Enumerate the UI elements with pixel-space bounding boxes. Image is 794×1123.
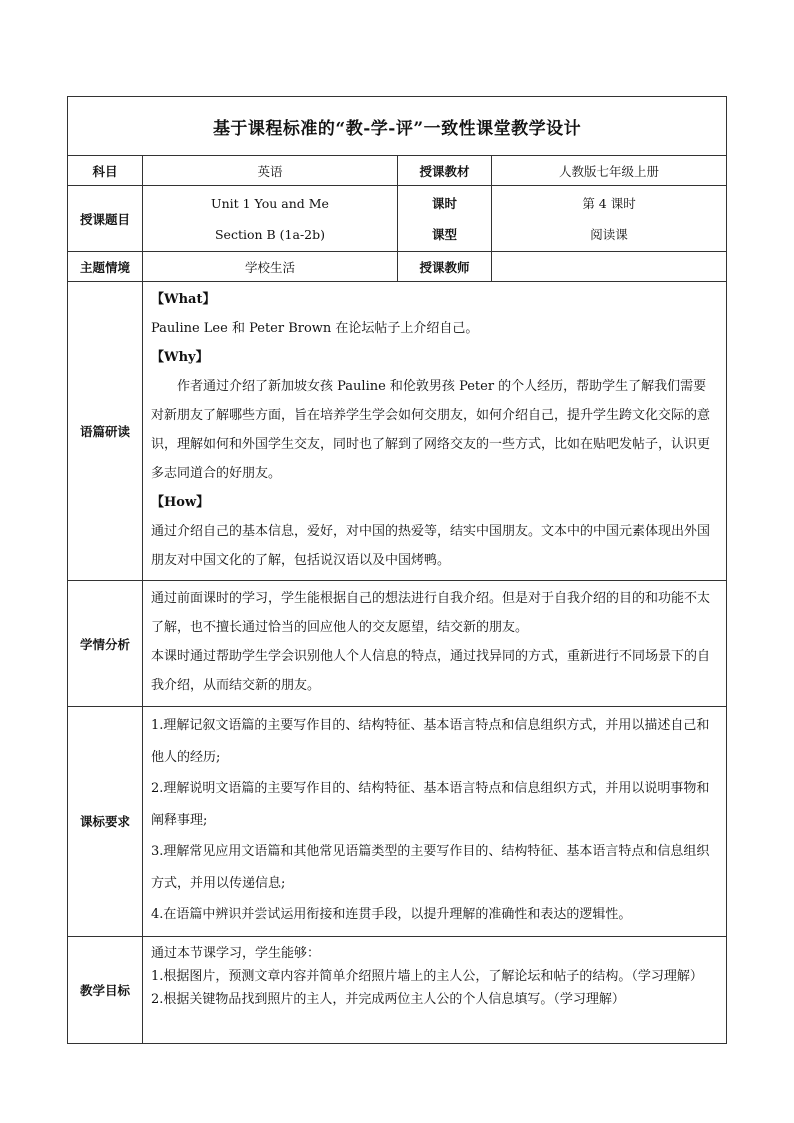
standards-content [143, 707, 727, 937]
subject-label: 科目 [68, 156, 143, 186]
what-heading: 【What】 [151, 292, 216, 307]
lesson-design-table [67, 96, 727, 1044]
topic-line-2: Section B (1a-2b) [214, 226, 326, 242]
type-value: 阅读课 [590, 226, 628, 242]
period-value: 第 4 课时 [582, 195, 636, 211]
document-title: 基于课程标准的“教-学-评”一致性课堂教学设计 [68, 97, 727, 156]
standards-label: 课标要求 [68, 707, 143, 937]
learner-analysis-p2: 本课时通过帮助学生学会识别他人个人信息的特点，通过找异同的方式，重新进行不同场景下的自我介绍，从而结交新的朋友。 [151, 649, 711, 693]
period-type-labels [398, 186, 492, 252]
theme-label: 主题情境 [68, 252, 143, 282]
how-heading: 【How】 [151, 495, 210, 510]
learner-analysis-label: 学情分析 [68, 581, 143, 707]
what-text: Pauline Lee 和 Peter Brown 在论坛帖子上介绍自己。 [151, 321, 479, 336]
objectives-content [143, 936, 727, 1043]
teacher-value [492, 252, 727, 282]
standard-item: 2.理解说明文语篇的主要写作目的、结构特征、基本语言特点和信息组织方式，并用以说明事物和阐释事理; [151, 781, 710, 828]
topic-line-1: Unit 1 You and Me [211, 195, 329, 211]
objectives-intro: 通过本节课学习，学生能够： [151, 945, 321, 961]
learner-analysis-p1: 通过前面课时的学习，学生能根据自己的想法进行自我介绍。但是对于自我介绍的目的和功能不太了解，也不擅长通过恰当的回应他人的交友愿望，结交新的朋友。 [151, 591, 711, 635]
textbook-label: 授课教材 [398, 156, 492, 186]
objective-item: 2.根据关键物品找到照片的主人，并完成两位主人公的个人信息填写。（学习理解） [151, 991, 625, 1007]
how-text: 通过介绍自己的基本信息，爱好，对中国的热爱等，结实中国朋友。文本中的中国元素体现出外国朋友对中国文化的了解，包括说汉语以及中国烤鸭。 [151, 524, 711, 568]
standard-item: 1.理解记叙文语篇的主要写作目的、结构特征、基本语言特点和信息组织方式，并用以描述自己和他人的经历; [151, 718, 710, 765]
subject-value: 英语 [143, 156, 398, 186]
period-label: 课时 [431, 195, 457, 211]
learner-analysis-content [143, 581, 727, 707]
why-heading: 【Why】 [151, 350, 209, 365]
text-study-label: 语篇研读 [68, 282, 143, 581]
standard-item: 4.在语篇中辨识并尝试运用衔接和连贯手段，以提升理解的准确性和表达的逻辑性。 [151, 907, 632, 922]
topic-label: 授课题目 [68, 186, 143, 252]
standard-item: 3.理解常见应用文语篇和其他常见语篇类型的主要写作目的、结构特征、基本语言特点和信息组织方式，并用以传递信息; [151, 844, 710, 891]
objective-item: 1.根据图片，预测文章内容并简单介绍照片墙上的主人公，了解论坛和帖子的结构。（学习理解） [151, 968, 703, 984]
topic-value [143, 186, 398, 252]
period-type-values [492, 186, 727, 252]
why-text: 作者通过介绍了新加坡女孩 Pauline 和伦敦男孩 Peter 的个人经历，帮助学生了解我们需要对新朋友了解哪些方面，旨在培养学生学会如何交朋友，如何介绍自己，提升学生跨文化交际的意识，理解如何和外国学生交友，同时也了解到了网络交友的一些方式，比如在贴吧发帖子，认识更多志同道合的好朋友。 [151, 379, 711, 481]
objectives-label: 教学目标 [68, 936, 143, 1043]
theme-value: 学校生活 [143, 252, 398, 282]
textbook-value: 人教版七年级上册 [492, 156, 727, 186]
teacher-label: 授课教师 [398, 252, 492, 282]
text-study-content [143, 282, 727, 581]
type-label: 课型 [431, 226, 457, 242]
